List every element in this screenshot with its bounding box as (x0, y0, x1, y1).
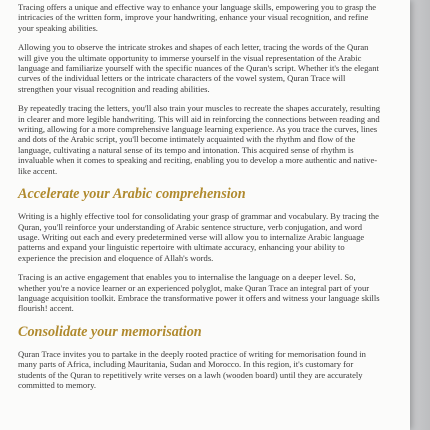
section-heading: Consolidate your memorisation (18, 323, 202, 340)
section-arabic-comprehension (18, 186, 382, 314)
paragraph: By repeatedly tracing the letters, you'll also train your muscles to recreate the shapes accurately, resulting in clearer and more legible handwriting. This will aid in reinforcing the connections between reading and writing, allowing for a more comprehensive language learning experience. As you trace the curves, lines and dots of the Arabic script, you'll become intimately acquainted with the rhythm and flow of the language, cultivating a natural sense of its tempo and intonation. This acquired sense of rhythm is invaluable when it comes to speaking and reciting, enabling you to develop a more authentic and native-like accent. (18, 103, 381, 176)
paragraph: Allowing you to observe the intricate strokes and shapes of each letter, tracing the words of the Quran will give you the ultimate opportunity to immerse yourself in the visual representation of the Arabic language and familiarize yourself with the specific nuances of the Quran's script. Whether it's the elegant curves of the individual letters or the intricate characters of the vowel system, Quran Trace will strengthen your visual recognition and reading abilities. (18, 42, 379, 94)
section-heading: Accelerate your Arabic comprehension (18, 186, 246, 203)
paragraph: Tracing offers a unique and effective way to enhance your language skills, empowering you to grasp the intricacies of the written form, improve your handwriting, enhance your visual recognition, and refine your speaking abilities. (18, 2, 377, 33)
document-content (18, 0, 382, 399)
paragraph: Tracing is an active engagement that enables you to internalise the language on a deeper level. So, whether you're a novice learner or an experienced polyglot, make Quran Trace an integral part of your language acquisition toolkit. Embrace the transformative power it offers and witness your language skills flourish! accent. (18, 272, 380, 314)
section-memorisation (18, 324, 382, 391)
paragraph: Writing is a highly effective tool for consolidating your grasp of grammar and vocabulary. By tracing the Quran, you'll reinforce your understanding of Arabic sentence structure, verb conjugation, and word usage. Writing out each and every predetermined verse will allow you to internalize Arabic language patterns and expand your linguistic repertoire with ultimate accuracy, enhancing your ability to experience the precision and eloquence of Allah's words. (18, 211, 379, 263)
section-language-skills (18, 2, 382, 176)
paragraph: Quran Trace invites you to partake in the deeply rooted practice of writing for memorisation found in many parts of Africa, including Mauritania, Sudan and Morocco. In this region, it's customary for students of the Quran to repetitively write verses on a lawh (wooden board) until they are accurately committed to memory. (18, 348, 366, 390)
